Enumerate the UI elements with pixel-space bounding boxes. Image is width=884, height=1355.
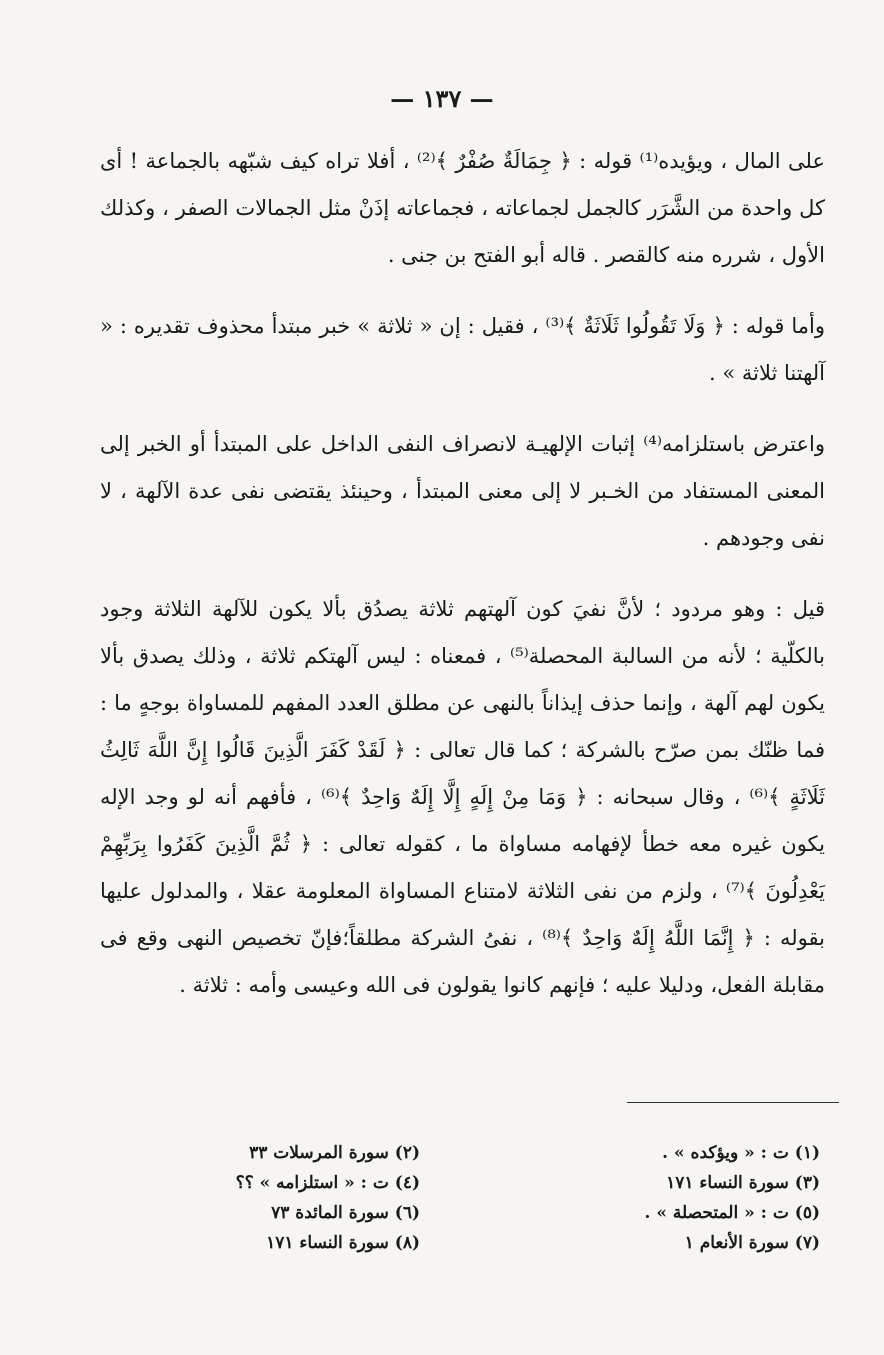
main-text xyxy=(100,138,825,1009)
footnote: (٥) ت : « المتحصلة » . xyxy=(644,1203,820,1223)
paragraph: على المال ، ويؤيده⁽¹⁾ قوله : ﴿ جِمَالَةٌ صُفْرٌ ﴾⁽²⁾ ، أفلا تراه كيف شبّهه بالجماعة ! أى كل واحدة من الشَّرَر كالجمل لجماعاته ، فجماعاته إذَنْ مثل الجمالات الصفر ، وكذلك الأول ، شرره منه كالقصر . قاله أبو الفتح بن جنى . xyxy=(100,149,825,267)
footnote: (٢) سورة المرسلات ٣٣ xyxy=(249,1143,420,1163)
footnote: (٦) سورة المائدة ٧٣ xyxy=(271,1203,420,1223)
footnote: (٧) سورة الأنعام ١ xyxy=(684,1233,820,1253)
footnote: (١) ت : « ويؤكده » . xyxy=(662,1143,820,1163)
footnotes-left-column xyxy=(130,1138,420,1258)
footnotes-right-column xyxy=(470,1138,820,1258)
footnote: (٤) ت : « استلزامه » ؟؟ xyxy=(235,1173,420,1193)
footnote-separator xyxy=(627,1102,839,1103)
paragraph: وأما قوله : ﴿ وَلَا تَقُولُوا ثَلَاثَةٌ ﴾⁽³⁾ ، فقيل : إن « ثلاثة » خبر مبتدأ محذوف تقديره : « آلهتنا ثلاثة » . xyxy=(100,314,825,385)
footnote: (٨) سورة النساء ١٧١ xyxy=(266,1233,420,1253)
footnote: (٣) سورة النساء ١٧١ xyxy=(666,1173,820,1193)
paragraph: واعترض باستلزامه⁽⁴⁾ إثبات الإلهيـة لانصراف النفى الداخل على المبتدأ أو الخبر إلى المعنى المستفاد من الخـبر لا إلى معنى المبتدأ ، وحينئذ يقتضى نفى عدة الآلهة ، لا نفى وجودهم . xyxy=(100,432,825,550)
page-number: — ١٣٧ — xyxy=(390,84,494,113)
paragraph: قيل : وهو مردود ؛ لأنَّ نفيَ كون آلهتهم ثلاثة يصدُق بألا يكون للآلهة الثلاثة وجود بالكلّية ؛ لأنه من السالبة المحصلة⁽⁵⁾ ، فمعناه : ليس آلهتكم ثلاثة ، وذلك يصدق بألا يكون لهم آلهة ، وإنما حذف إيذاناً بالنهى عن مطلق العدد المفهم للمساواة بوجهٍ ما : فما ظنّك بمن صرّح بالشركة ؛ كما قال تعالى : ﴿ لَقَدْ كَفَرَ الَّذِينَ قَالُوا إِنَّ اللَّهَ ثَالِثُ ثَلَاثَةٍ ﴾⁽⁶⁾ ، وقال سبحانه : ﴿ وَمَا مِنْ إِلَهٍ إِلَّا إِلَهٌ وَاحِدٌ ﴾⁽⁶⁾ ، فأفهم أنه لو وجد الإله يكون غيره معه خطأ لإفهامه مساواة ما ، كقوله تعالى : ﴿ ثُمَّ الَّذِينَ كَفَرُوا بِرَبِّهِمْ يَعْدِلُونَ ﴾⁽⁷⁾ ، ولزم من نفى الثلاثة لامتناع المساواة المعلومة عقلا ، والمدلول عليها بقوله : ﴿ إِنَّمَا اللَّهُ إِلَهٌ وَاحِدٌ ﴾⁽⁸⁾ ، نفىُ الشركة مطلقاً؛فإنّ تخصيص النهى وقع فى مقابلة الفعل، ودليلا عليه ؛ فإنهم كانوا يقولون فى الله وعيسى وأمه : ثلاثة . xyxy=(100,597,826,997)
